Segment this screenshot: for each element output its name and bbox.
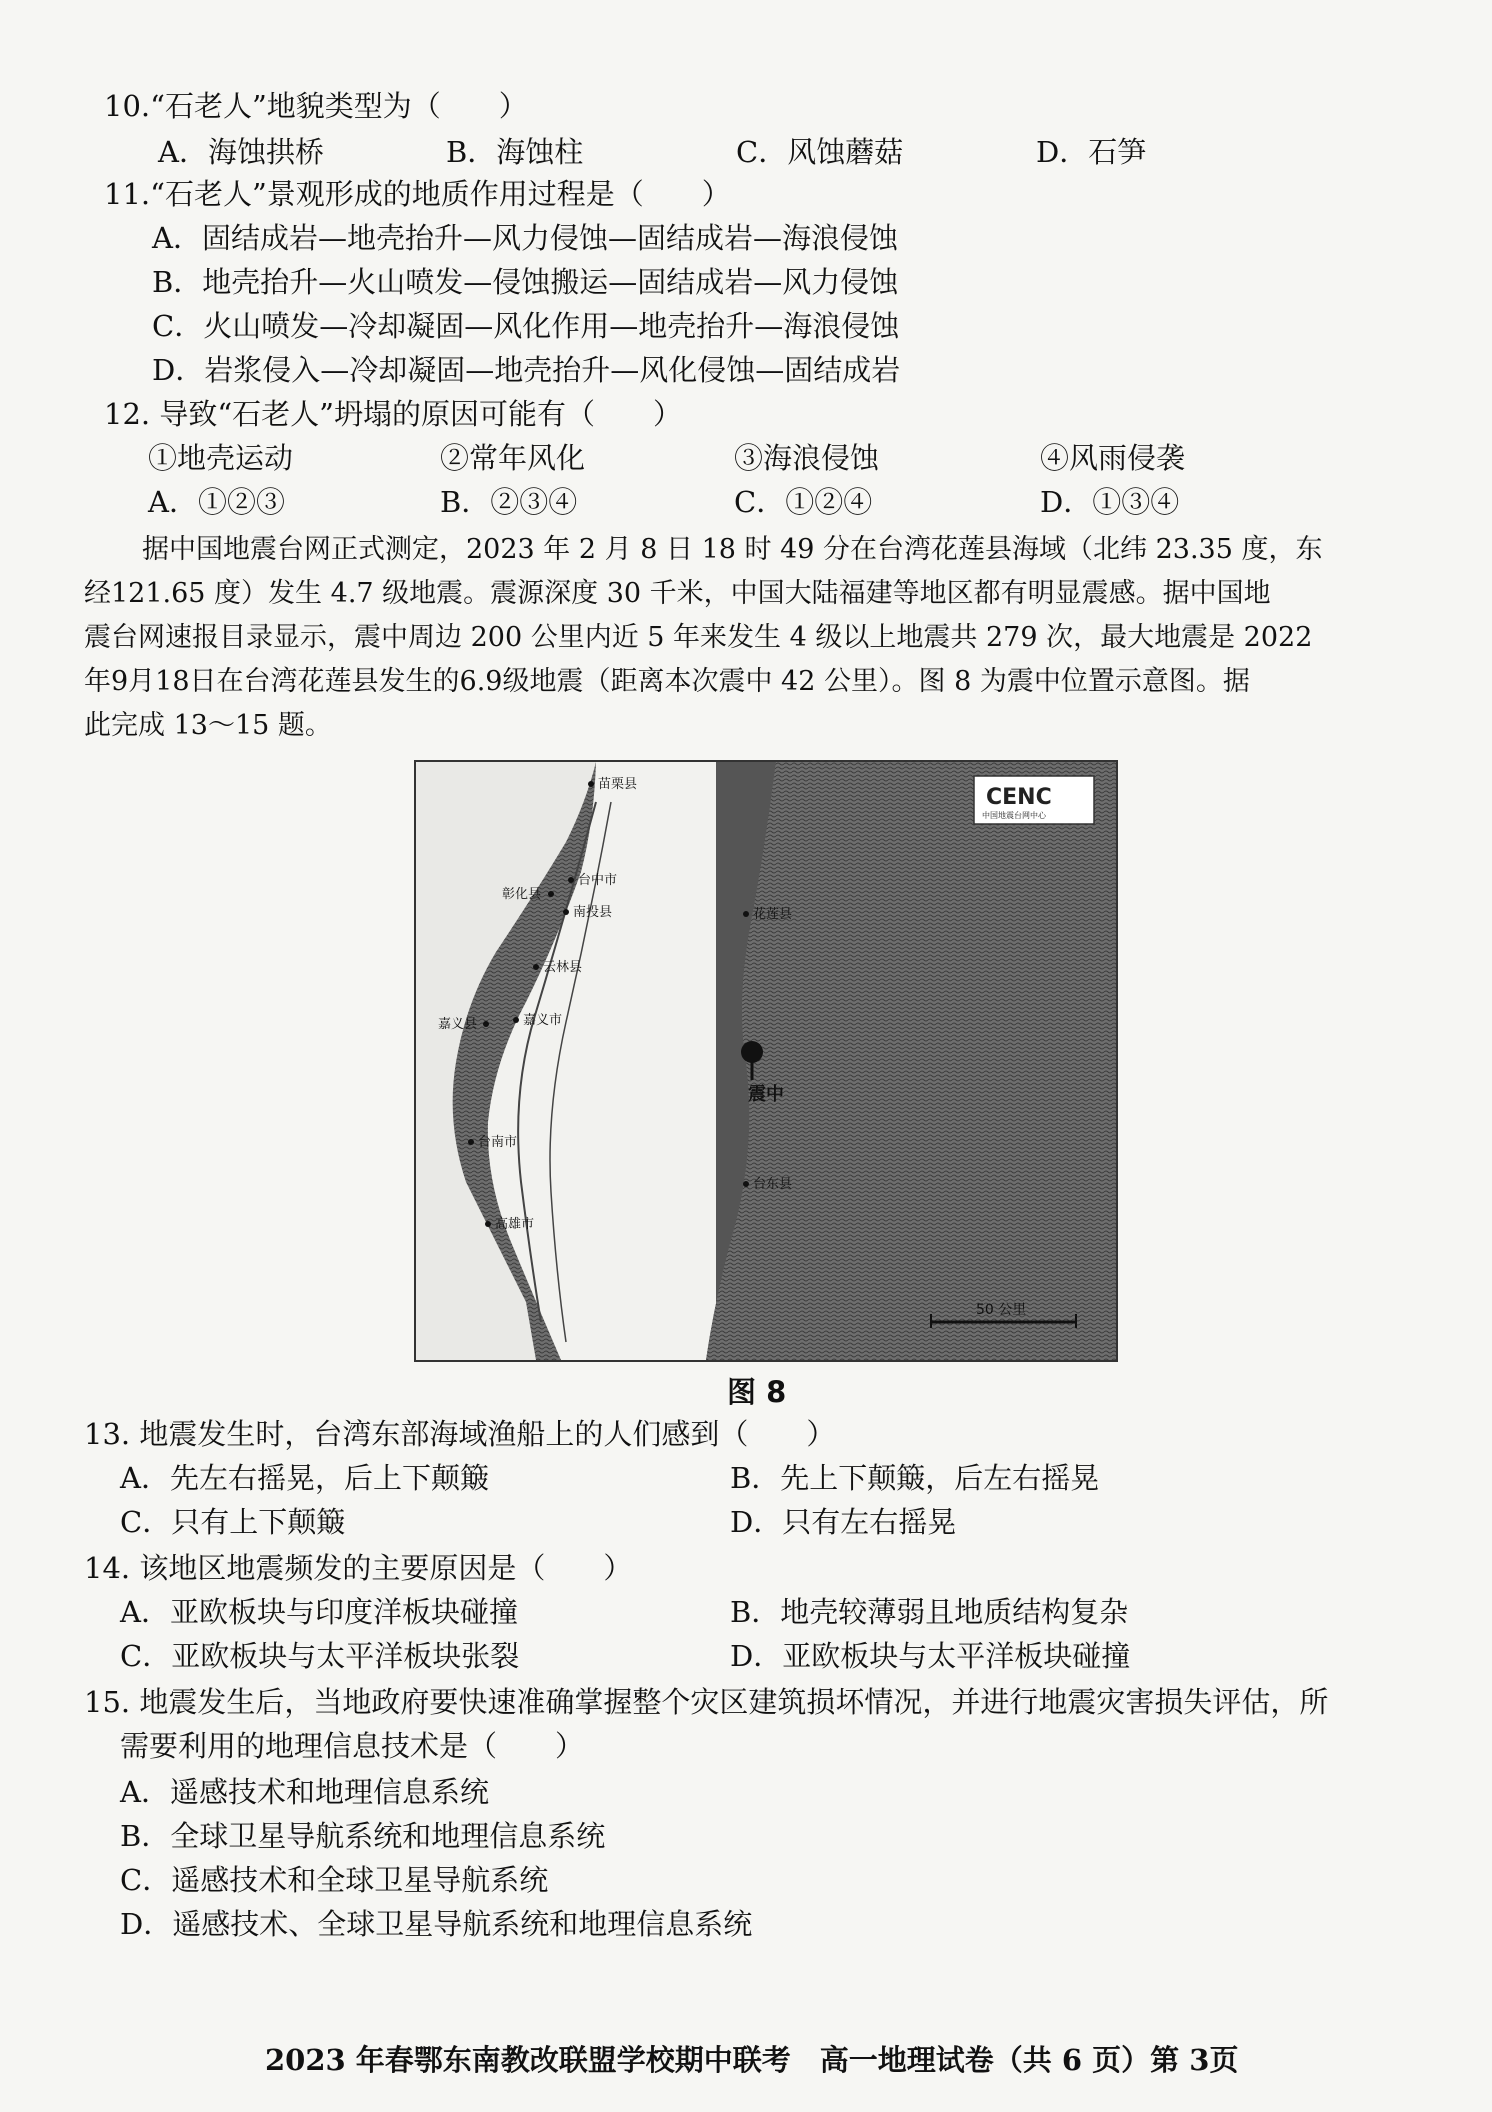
q11-option-b: B．地壳抬升—火山喷发—侵蚀搬运—固结成岩—风力侵蚀	[152, 265, 899, 299]
q15-option-d: D．遥感技术、全球卫星导航系统和地理信息系统	[120, 1907, 753, 1941]
map-svg	[416, 762, 1116, 1360]
q15-option-a: A．遥感技术和地理信息系统	[120, 1775, 489, 1809]
q11-option-d: D．岩浆侵入—冷却凝固—地壳抬升—风化侵蚀—固结成岩	[152, 353, 901, 387]
city-label: 云林县	[543, 960, 583, 975]
city-label: 苗栗县	[598, 777, 638, 792]
q14-stem: 14. 该地区地震频发的主要原因是（ ）	[84, 1551, 633, 1585]
passage-line-2: 经121.65 度）发生 4.7 级地震。震源深度 30 千米，中国大陆福建等地区都有明显震感。据中国地	[84, 578, 1271, 609]
q13-option-b: B．先上下颠簸，后左右摇晃	[730, 1461, 1100, 1495]
city-label: 嘉义市	[523, 1013, 563, 1028]
q12-option-b: B．②③④	[440, 485, 578, 519]
city-label: 嘉义县	[438, 1017, 478, 1032]
q14-option-c: C．亚欧板块与太平洋板块张裂	[120, 1639, 520, 1673]
figure-caption: 图 8	[727, 1375, 787, 1409]
q13-option-c: C．只有上下颠簸	[120, 1505, 346, 1539]
svg-text:震中: 震中	[748, 1084, 784, 1105]
q13-stem: 13. 地震发生时，台湾东部海域渔船上的人们感到（ ）	[84, 1417, 836, 1451]
epicenter-map	[414, 760, 1118, 1362]
q10-option-c: C．风蚀蘑菇	[736, 135, 904, 169]
passage-line-5: 此完成 13～15 题。	[84, 710, 332, 741]
passage-line-4: 年9月18日在台湾花莲县发生的6.9级地震（距离本次震中 42 公里）。图 8 为震中位置示意图。据	[84, 666, 1250, 697]
passage-line-1: 据中国地震台网正式测定，2023 年 2 月 8 日 18 时 49 分在台湾花莲县海域（北纬 23.35 度，东	[142, 534, 1323, 565]
q15-stem-line-2: 需要利用的地理信息技术是（ ）	[120, 1729, 585, 1763]
q15-stem-line-1: 15. 地震发生后，当地政府要快速准确掌握整个灾区建筑损坏情况，并进行地震灾害损失评估，所	[84, 1685, 1329, 1719]
q15-option-c: C．遥感技术和全球卫星导航系统	[120, 1863, 549, 1897]
city-label: 台中市	[578, 873, 618, 888]
city-label: 台南市	[478, 1135, 518, 1150]
q14-option-b: B．地壳较薄弱且地质结构复杂	[730, 1595, 1129, 1629]
q10-option-d: D．石笋	[1036, 135, 1147, 169]
q12-option-c: C．①②④	[734, 485, 873, 519]
q13-option-d: D．只有左右摇晃	[730, 1505, 957, 1539]
q12-stem: 12. 导致“石老人”坍塌的原因可能有（ ）	[104, 397, 682, 431]
svg-text:50 公里: 50 公里	[976, 1302, 1027, 1318]
q10-stem: 10.“石老人”地貌类型为（ ）	[104, 89, 528, 123]
q11-stem: 11.“石老人”景观形成的地质作用过程是（ ）	[104, 177, 731, 211]
q14-option-a: A．亚欧板块与印度洋板块碰撞	[120, 1595, 518, 1629]
svg-text:中国地震台网中心: 中国地震台网中心	[982, 811, 1046, 820]
q12-item-1: ①地壳运动	[148, 441, 294, 475]
q12-item-2: ②常年风化	[440, 441, 586, 475]
q12-item-3: ③海浪侵蚀	[734, 441, 880, 475]
city-label: 彰化县	[502, 887, 542, 902]
q11-option-a: A．固结成岩—地壳抬升—风力侵蚀—固结成岩—海浪侵蚀	[152, 221, 898, 255]
q14-option-d: D．亚欧板块与太平洋板块碰撞	[730, 1639, 1131, 1673]
city-label: 高雄市	[495, 1217, 535, 1232]
page-footer: 2023 年春鄂东南教改联盟学校期中联考 高一地理试卷（共 6 页）第 3页	[265, 2043, 1239, 2077]
east-sea	[706, 762, 1116, 1360]
q12-option-d: D．①③④	[1040, 485, 1180, 519]
city-label: 南投县	[573, 905, 613, 920]
q12-item-4: ④风雨侵袭	[1040, 441, 1186, 475]
passage-line-3: 震台网速报目录显示，震中周边 200 公里内近 5 年来发生 4 级以上地震共 279 次，最大地震是 2022	[84, 622, 1313, 653]
q15-option-b: B．全球卫星导航系统和地理信息系统	[120, 1819, 606, 1853]
q11-option-c: C．火山喷发—冷却凝固—风化作用—地壳抬升—海浪侵蚀	[152, 309, 900, 343]
city-label: 台东县	[753, 1177, 793, 1192]
q13-option-a: A．先左右摇晃，后上下颠簸	[120, 1461, 489, 1495]
svg-text:CENC: CENC	[986, 785, 1052, 810]
q10-option-a: A．海蚀拱桥	[158, 135, 324, 169]
q12-option-a: A．①②③	[148, 485, 285, 519]
city-label: 花莲县	[753, 907, 793, 922]
q10-option-b: B．海蚀柱	[446, 135, 584, 169]
cenc-logo	[974, 776, 1094, 824]
